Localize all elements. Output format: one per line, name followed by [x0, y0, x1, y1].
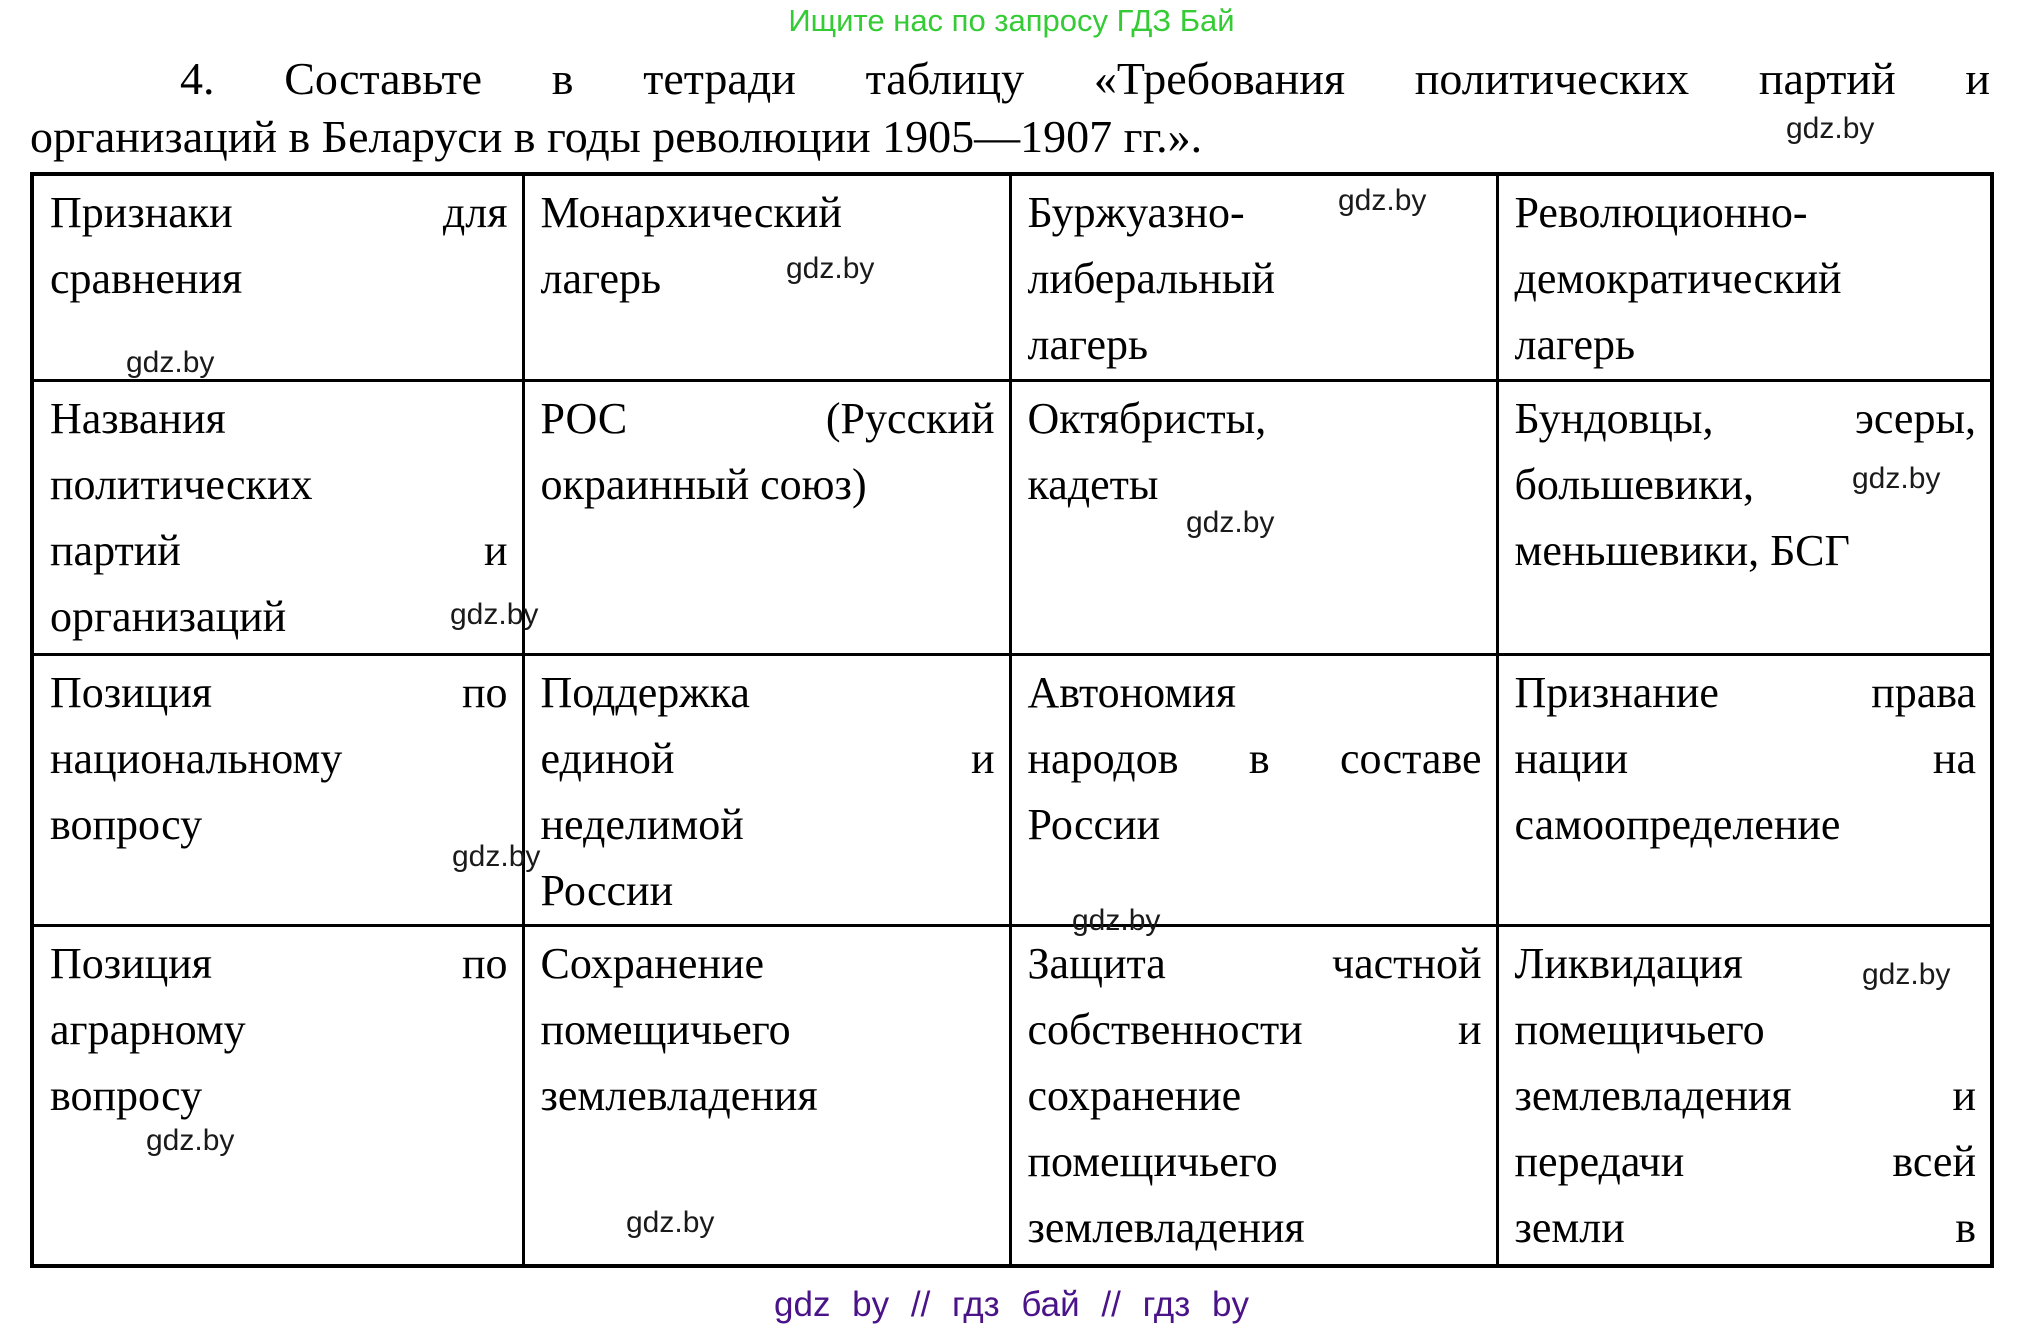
- cell-text-line: нации на: [1514, 733, 1976, 783]
- exercise-heading-line-1: 4. Составьте в тетради таблицу «Требования политических партий и: [180, 53, 1990, 104]
- cell-text-line: партий и: [50, 525, 508, 575]
- cell-text-line: сравнения: [50, 254, 243, 303]
- table-row-national-question: [32, 654, 1992, 925]
- cell-text-line: лагерь: [540, 254, 662, 303]
- cell-text-line: собственности и: [1027, 1004, 1482, 1054]
- gdz-watermark: gdz.by: [1862, 958, 1951, 991]
- cell-text-line: Октябристы,: [1027, 393, 1267, 443]
- cell-text-line: аграрному: [50, 1004, 246, 1054]
- cell-text-line: Признание права: [1514, 667, 1976, 717]
- gdz-watermark: gdz.by: [1072, 904, 1161, 937]
- cell-text-line: Защита частной: [1027, 938, 1482, 988]
- header-cell-monarchist-camp: [523, 174, 1010, 380]
- cell-text-line: неделимой: [540, 799, 744, 849]
- cell-text-line: Буржуазно-: [1027, 188, 1245, 237]
- cell-text-line: либеральный: [1027, 254, 1275, 303]
- cell-text-line: лагерь: [1027, 320, 1149, 369]
- cell-text-line: меньшевики, БСГ: [1514, 525, 1850, 575]
- requirements-table: [30, 172, 1994, 1268]
- site-footer: gdz by // гдз бай // гдз by: [774, 1285, 1249, 1324]
- cell-text-line: РОС (Русский: [540, 393, 995, 443]
- cell-text-line: помещичьего: [1027, 1136, 1278, 1186]
- gdz-watermark: gdz.by: [786, 252, 875, 285]
- table-header-row: [32, 174, 1992, 380]
- cell-text-line: Революционно-: [1514, 188, 1808, 237]
- row-label-national-question: [32, 654, 523, 925]
- cell-text-line: национальному: [50, 733, 343, 783]
- cell-text-line: Бундовцы, эсеры,: [1514, 393, 1976, 443]
- cell-monarchist-agrarian-position: [523, 925, 1010, 1266]
- cell-text-line: Ликвидация: [1514, 938, 1743, 988]
- gdz-watermark: gdz.by: [452, 840, 541, 873]
- cell-text-line: лагерь: [1514, 320, 1636, 369]
- gdz-watermark: gdz.by: [1338, 184, 1427, 217]
- cell-text-line: землевладения: [1027, 1202, 1305, 1252]
- gdz-watermark: gdz.by: [126, 346, 215, 379]
- cell-text-line: вопросу: [50, 799, 203, 849]
- gdz-watermark: gdz.by: [1786, 112, 1875, 145]
- cell-text-line: Признаки для: [50, 188, 508, 237]
- cell-text-line: России: [1027, 799, 1161, 849]
- cell-text-line: самоопределение: [1514, 799, 1841, 849]
- cell-liberal-national-position: [1010, 654, 1497, 925]
- cell-liberal-agrarian-position: [1010, 925, 1497, 1266]
- exercise-heading: [30, 50, 1990, 166]
- cell-democratic-parties: [1497, 380, 1992, 654]
- cell-text-line: сохранение: [1027, 1070, 1242, 1120]
- cell-text-line: Сохранение: [540, 938, 764, 988]
- exercise-heading-line-2: организаций в Беларуси в годы революции 1905—1907 гг.».: [30, 111, 1203, 162]
- gdz-watermark: gdz.by: [1186, 506, 1275, 539]
- cell-text-line: России: [540, 865, 674, 915]
- cell-text-line: землевладения и: [1514, 1070, 1976, 1120]
- cell-text-line: передачи всей: [1514, 1136, 1976, 1186]
- cell-monarchist-national-position: [523, 654, 1010, 925]
- cell-text-line: Автономия: [1027, 667, 1236, 717]
- table-row-party-names: [32, 380, 1992, 654]
- cell-text-line: большевики,: [1514, 459, 1754, 509]
- header-cell-revolutionary-democratic-camp: [1497, 174, 1992, 380]
- cell-text-line: демократический: [1514, 254, 1842, 303]
- cell-text-line: единой и: [540, 733, 995, 783]
- gdz-watermark: gdz.by: [626, 1206, 715, 1239]
- gdz-watermark: gdz.by: [450, 598, 539, 631]
- gdz-watermark: gdz.by: [1852, 462, 1941, 495]
- cell-text-line: Поддержка: [540, 667, 750, 717]
- table-row-agrarian-question: [32, 925, 1992, 1266]
- cell-text-line: народов в составе: [1027, 733, 1482, 783]
- cell-text-line: Названия: [50, 393, 226, 443]
- promo-banner: Ищите нас по запросу ГДЗ Бай: [788, 3, 1235, 38]
- cell-democratic-national-position: [1497, 654, 1992, 925]
- cell-text-line: политических: [50, 459, 313, 509]
- cell-text-line: окраинный союз): [540, 459, 867, 509]
- cell-text-line: кадеты: [1027, 459, 1159, 509]
- cell-text-line: Монархический: [540, 188, 842, 237]
- cell-text-line: помещичьего: [1514, 1004, 1765, 1054]
- cell-text-line: вопросу: [50, 1070, 203, 1120]
- cell-monarchist-parties: [523, 380, 1010, 654]
- cell-text-line: землевладения: [540, 1070, 818, 1120]
- row-label-agrarian-question: [32, 925, 523, 1266]
- cell-text-line: организаций: [50, 591, 287, 641]
- header-cell-criteria: [32, 174, 523, 380]
- gdz-watermark: gdz.by: [146, 1124, 235, 1157]
- cell-text-line: Позиция по: [50, 938, 508, 988]
- cell-text-line: помещичьего: [540, 1004, 791, 1054]
- cell-text-line: Позиция по: [50, 667, 508, 717]
- cell-text-line: земли в: [1514, 1202, 1976, 1252]
